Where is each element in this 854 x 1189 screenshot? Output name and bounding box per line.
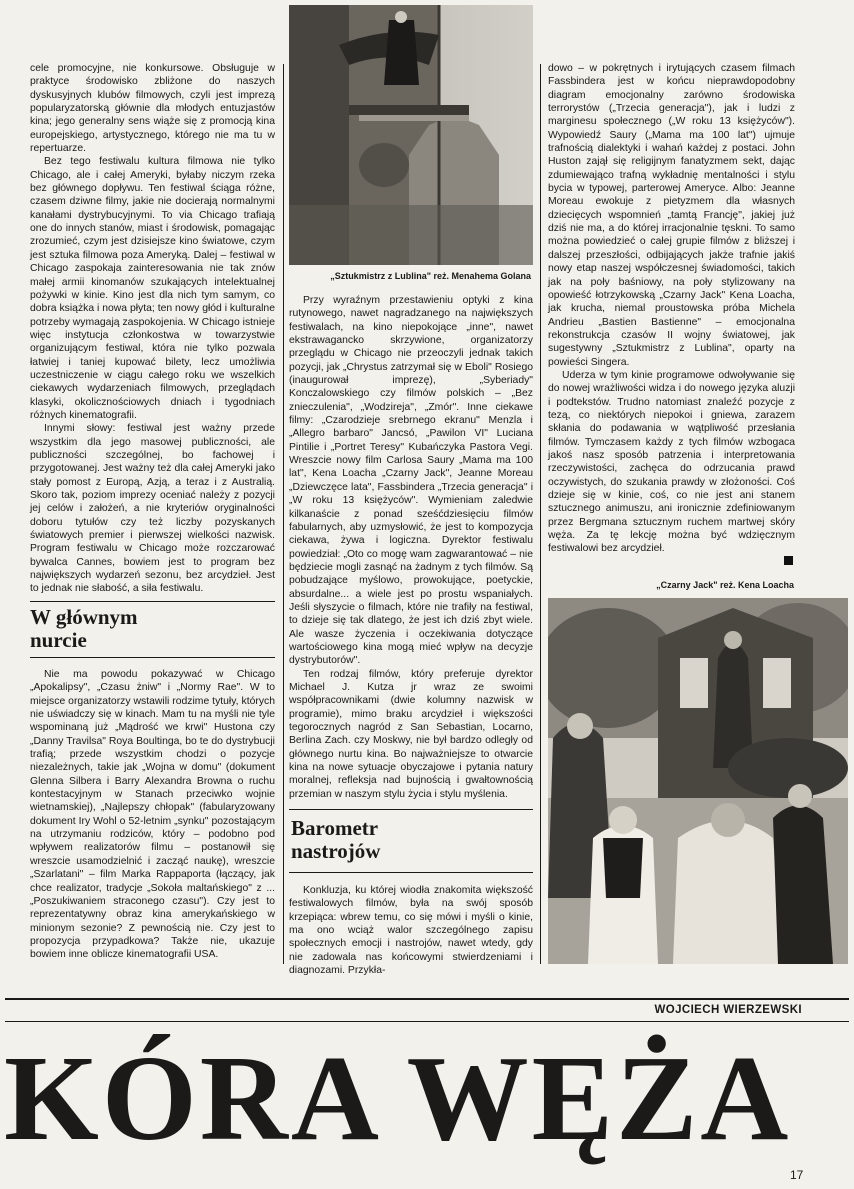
col1-paragraph-4: Nie ma powodu pokazywać w Chicago „Apokalipsy", „Czasu żniw" i „Normy Rae". W to miejsce organizatorzy wstawili rodzime tytuły, których nie uświadczy się w kinach. Mam tu na myśli nie tyle wspominaną już „Mądrość we krwi" Hustona czy „Danny Travilsa" Roya Boultinga, bo te do dystrybucji trafią; przede wszystkim chodzi o pozycje niezależnych, takie jak „Wojna w domu" (dokument Glenna Silbera i Barry Alexandra Browna o ruchu kontestacyjnym w Stanach przeciwko wojnie wietnamskiej), „Najlepszy chłopak" (fabularyzowany dokument Iry Wohl o 52-letnim „synku" pozostającym na utrzymaniu rodziców, który – podobno pod wpływem realizatorów filmu – postanowił się wreszcie usamodzielnić i zacząć naukę), wreszcie „Szarlatani" – film Marka Rappaporta (łączący, jak chce realizator, tradycje „Sokoła maltańskiego" z ... „Poszukiwaniem straconego czasu"). Czy jest to reprezentatywny obraz kina amerykańskiego w minionym sezonie? Z pewnością nie. Czy jest to propozycja przypadkowa? Także nie, ukazuje bowiem inne oblicze kinematografii USA. <box>30 669 275 961</box>
caption-sztukmistrz: „Sztukmistrz z Lublina" reż. Menahema Golana <box>330 271 531 281</box>
caption-czarny-jack: „Czarny Jack" reż. Kena Loacha <box>656 580 794 590</box>
author-rule <box>5 1021 849 1022</box>
photo-czarny-jack-image <box>548 598 848 964</box>
column-divider-1 <box>283 64 284 964</box>
col1-paragraph-1: cele promocyjne, nie konkursowe. Obsługuje w praktyce środowisko zbliżone do naszych dyskusyjnych klubów filmowych, czyli jest imprezą popularyzatorską głównie dla młodych entuzjastów kina; jego generalny sens wiąże się z promocją kina europejskiego, artystycznego, którego nie ma tu w repertuarze. <box>30 63 275 155</box>
col1-section-rule-bottom <box>30 657 275 658</box>
col1-paragraph-3: Innymi słowy: festiwal jest ważny przede wszystkim dla jego masowej publiczności, ale publiczności szczególnej, bo fachowej i przygotowanej. Jest ważny też dla całej Ameryki jako stały pomost z Europą, Azją, a teraz i z Australią. Skoro tak, poziom imprezy oceniać należy z pozycji jej celów i założeń, a nie kryteriów oryginalności doboru tytułów czy też liczby pozyskanych światowych premier i pierwszej wielkości nazwisk. Program festiwalu w Chicago może rozczarować bywalca Cannes, bowiem jest to program bez największych wydarzeń sezonu, bez arcydzieł. Jest to jednak nie słabość, a siła festiwalu. <box>30 423 275 595</box>
column-2-continued <box>289 884 533 977</box>
col3-paragraph-1: dowo – w pokrętnych i irytujących czasem filmach Fassbindera jest w końcu nieprawdopodobny diagram emocjonalny zarówno środowiska terrorystów („Trzecia generacja"), jak i ludzi z marginesu społecznego („W roku 13 księżyców"). Wypowiedź Saury („Mama ma 100 lat") ujmuje trafnością dialektyki i wahań każdej z postaci. John Huston zajął się religijnym fanatyzmem sekt, dając zdumiewająco trafną wykładnię mentalności i stylu bycia w typowej, parterowej Ameryce. Albo: Jeanne Moreau ewokuje z pietyzmem dla własnych dziecięcych wspomnień „tamtą Francję", jakiej już dziś nie ma, a do której irracjonalnie tęskni. To samo można powiedzieć o całej grupie filmów z bliższej i dalszej przeszłości, odbijających jakże trafnie jakiś nowy etap naszej współczesnej świadomości, takich jak na poły baśniowy, na poły stylizowany na opowieść łotrzykowską „Czarny Jack" Kena Loacha, jak krucha, niemal proustowska próba Michela Andrieu „Bastien Bastienne" – emocjonalna rekonstrukcja czasów II wojny światowej, jak sugestywny „Sztukmistrz z Lublina", oparty na powieści Singera. <box>548 63 795 368</box>
col2-paragraph-1: Przy wyraźnym przestawieniu optyki z kina rutynowego, nawet nagradzanego na największych festiwalach, na kino niepokojące „inne", nawet ekstrawagancko skrzywione, organizatorzy przeglądu w Chicago nie przeoczyli jednak takich pozycji, jak „Chrystus zatrzymał się w Eboli" Rosiego (inaugurował imprezę), „Syberiady" Konczalowskiego czy filmów polskich – „Bez znieczulenia", „Wodzireja", „Zmór". Inne ciekawe filmy: „Czarodzieje srebrnego ekranu" Menzla i „Allegro barbaro" Jancsó, „Pawilon VI" Luciana Pintilie i „Portret Teresy" Kubańczyka Pastora Vegi. Wreszcie nowy film Carlosa Saury „Mama ma 100 lat", Kena Loacha „Czarny Jack", Jeanne Moreau „Dziewczęce lata", Fassbindera „Trzecia generacja" i „W roku 13 księżyców". Wymieniam zaledwie kilkanaście z ponad sześćdziesięciu filmów fabularnych, aby uzmysłowić, że jest to kompozycja ciekawa, żywa i logiczna. Dyrektor festiwalu powiedział: „Oto co mogę wam zagwarantować – nie będziecie mogli zasnąć na żadnym z tych filmów. Są pobudzające myślowo, prowokujące, poetyckie, absurdalne... a wiele jest po prostu wspaniałych. Jeśli słyszycie o filmach, które nie trafiły na festiwal, to dzieje się tak dlatego, że jest ich dziś zbyt wiele. Ale wasze życzenia i oczekiwania dotyczące wartościowego kina mogą mieć wpływ na decyzje dystrybutorów". <box>289 295 533 667</box>
photo-sztukmistrz-z-lublina <box>289 5 533 265</box>
column-3 <box>548 62 795 556</box>
article-title-skora-weza: KÓRA WĘŻA <box>4 1031 792 1166</box>
section-heading-barometr-nastrojow: Barometr nastrojów <box>291 816 381 863</box>
col3-paragraph-2: Uderza w tym kinie programowe odwoływanie się do nowej wrażliwości widza i do nowego języka aluzji i podtekstów. Trudno natomiast znaleźć pozycje z tezą, co niektórych niepokoi i gniewa, zarazem skłania do podawania w wątpliwość przesłania filmów. Tymczasem każdy z tych filmów wzbogaca jakoś nasz sposób patrzenia i interpretowania rzeczywistości, zachęca do odrzucania prawd oczywistych, do szukania prawdy w złożoności. Coś dzieje się w kinie, coś, co nie jest ani stanem sztucznego animuszu, ani ironicznie zdefiniowanym przez Bergmana sztucznym ruchem martwej skóry węża. Za tę lekcję można być wdzięcznym festiwalowi bez arcydzieł. <box>548 369 795 555</box>
col2-section-rule-top <box>289 809 533 810</box>
column-divider-2 <box>540 64 541 964</box>
col2-section-rule-bottom <box>289 872 533 873</box>
section-heading-w-glownym-nurcie: W głównym nurcie <box>30 605 138 652</box>
photo-czarny-jack <box>548 598 848 964</box>
page-number: 17 <box>790 1168 804 1182</box>
article-end-mark <box>784 556 793 565</box>
author-name: WOJCIECH WIERZEWSKI <box>654 1004 802 1016</box>
column-2 <box>289 294 533 801</box>
column-1 <box>30 62 275 596</box>
col1-section-rule-top <box>30 601 275 602</box>
col1-paragraph-2: Bez tego festiwalu kultura filmowa nie tylko Chicago, ale i całej Ameryki, byłaby niczym rzeka bez głównego dopływu. Ten festiwal ściąga różne, czasem dziwne filmy, jakie nie docierają normalnymi kanałami dystrybucyjnymi. To via Chicago trafiają one do innych stanów, miast i środowisk, pomagając zrozumieć, czym jest dzisiejsze kino światowe, czym jest sztuka filmowa poza Ameryką. Dalej – festiwal w Chicago zaspokaja zainteresowania nie tak znów małej armii kinomanów szukających intelektualnej pożywki w kinie. Kino jest dla nich tym samym, co dobra książka i nowa płyta; ten nowy głód i kulturalne potrzeby wymagają zaspokojenia. W Chicago istnieje więc instytucja członkostwa w towarzystwie organizującym festiwal, która nie tylko pozwala łatwiej i taniej kupować bilety, lecz umożliwia uczestniczenie w ciągu całego roku we wszelkich ciekawych wydarzeniach filmowych, przeglądach klasyki, okolicznościowych dniach i tygodniach różnych kinematografii. <box>30 156 275 421</box>
col2-paragraph-2: Ten rodzaj filmów, który preferuje dyrektor Michael J. Kutza jr wraz ze swoimi współpracownikami (dwie kolumny nazwisk w programie), mimo braku arcydzieł i większości tegorocznych nagród z San Sebastian, Locarno, Berlina Zach. czy Moskwy, nie był bardzo odległy od głównego nurtu kina. Bo najważniejsze to otwarcie kina na nowe sytuacje obyczajowe i pytania natury moralnej, refleksja nad bujnością i gwałtownością przemian w naszym stylu życia i stylu myślenia. <box>289 668 533 800</box>
footer-rule <box>5 998 849 1000</box>
column-1-continued <box>30 668 275 962</box>
photo-sztukmistrz-image <box>289 5 533 265</box>
col2-paragraph-3: Konkluzja, ku której wiodła znakomita większość festiwalowych filmów, była na swój sposób krzepiąca: wbrew temu, co się mówi i myśli o kinie, ma ono wciąż walor szczególnego zapisu społecznych emocji i nastrojów, nawet wtedy, gdy nie zadowala nas końcowymi stwierdzeniami i diagnozami. Przykła- <box>289 885 533 977</box>
